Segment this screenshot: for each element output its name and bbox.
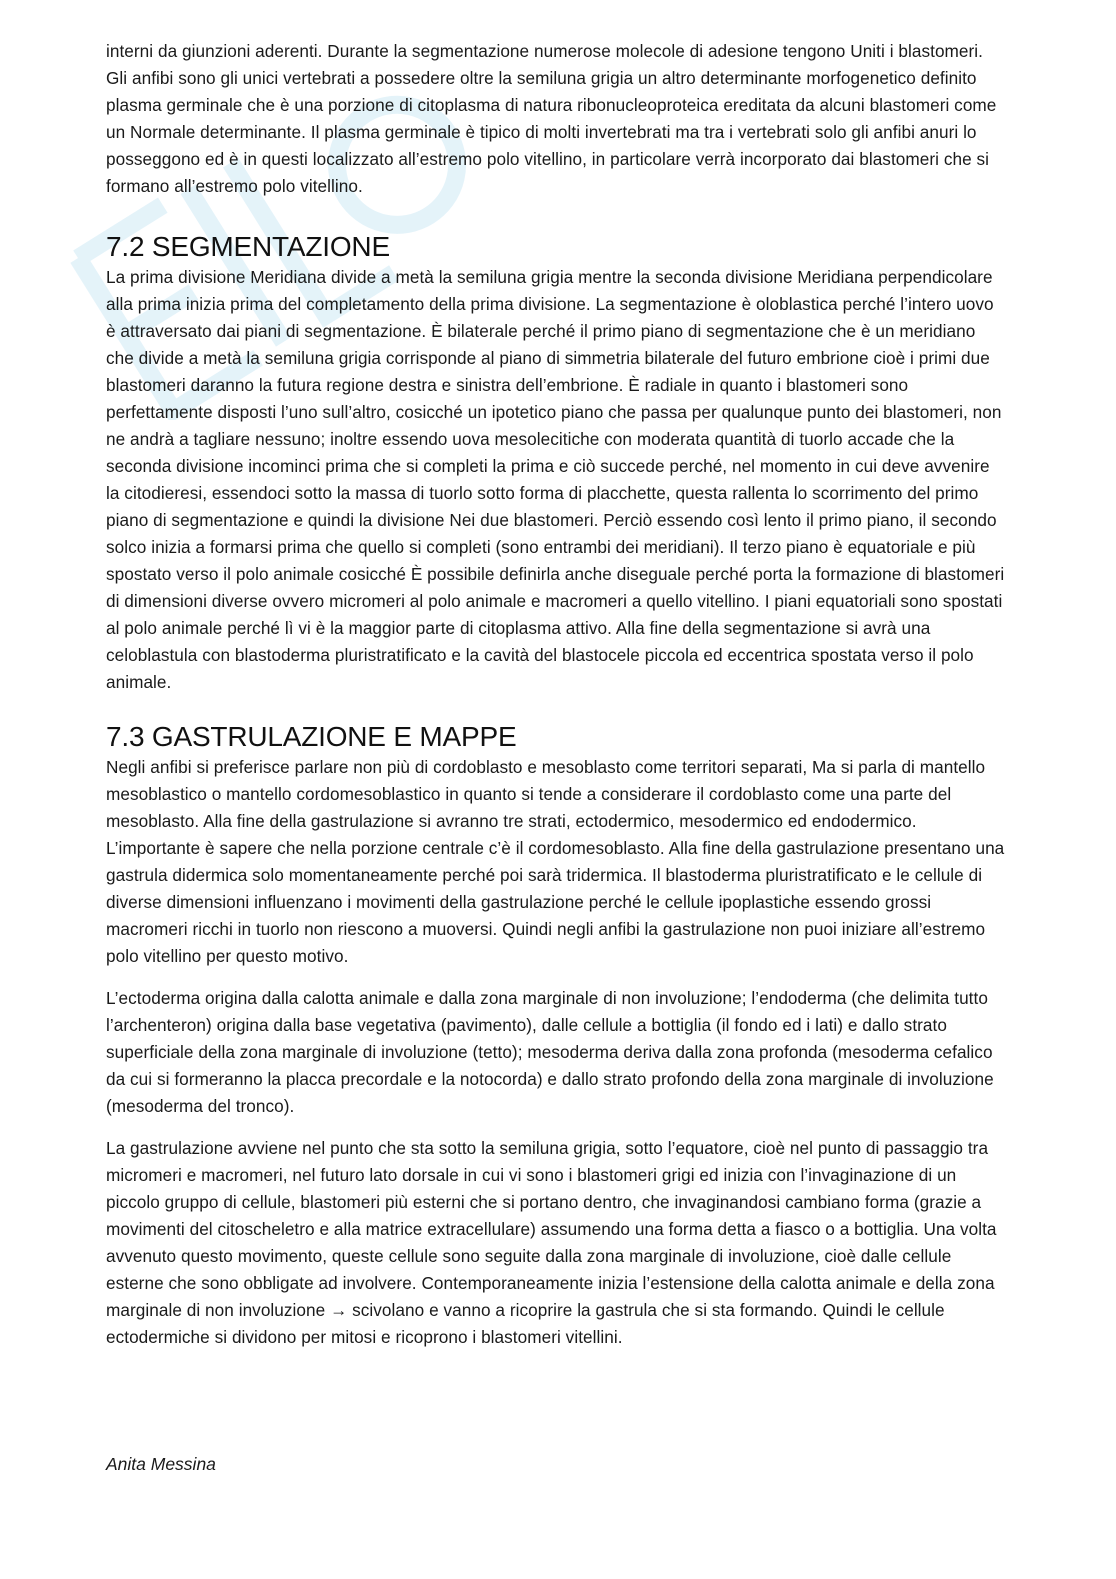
paragraph-gastrulazione-3: La gastrulazione avviene nel punto che sta sotto la semiluna grigia, sotto l’equatore, cioè nel punto di passaggio tra micromeri e macromeri, nel futuro lato dorsale in cui vi sono i blastomeri grigi ed inizia con l’invaginazione di un piccolo gruppo di cellule, blastomeri più esterni che si portano dentro, che invaginandosi cambiano forma (grazie a movimenti del citoscheletro e alla matrice extracellulare) assumendo una forma detta a fiasco o a bottiglia. Una volta avvenuto questo movimento, queste cellule sono seguite dalla zona marginale di involuzione, cioè dalle cellule esterne che sono obbligate ad involvere. Contemporaneamente inizia l’estensione della calotta animale e della zona marginale di non involuzione → scivolano e vanno a ricoprire la gastrula che si sta formando. Quindi le cellule ectodermiche si dividono per mitosi e ricoprono i blastomeri vitellini. [106,1138,997,1347]
paragraph-gastrulazione-2: L’ectoderma origina dalla calotta animale e dalla zona marginale di non involuzione; l’endoderma (che delimita tutto l’archenteron) origina dalla base vegetativa (pavimento), dalle cellule a bottiglia (il fondo ed i lati) e dallo strato superficiale della zona marginale di involuzione (tetto); mesoderma deriva dalla zona profonda (mesoderma cefalico da cui si formeranno la placca precordale e la notocorda) e dallo strato profondo della zona marginale di involuzione (mesoderma del tronco). [106,988,994,1116]
paragraph-segmentazione: La prima divisione Meridiana divide a metà la semiluna grigia mentre la seconda divisione Meridiana perpendicolare alla prima inizia prima del completamento della prima divisione. La segmentazione è oloblastica perché l’intero uovo è attraversato dai piani di segmentazione. È bilaterale perché il primo piano di segmentazione che è un meridiano che divide a metà la semiluna grigia corrisponde al piano di simmetria bilaterale del futuro embrione cioè i primi due blastomeri daranno la futura regione destra e sinistra dell’embrione. È radiale in quanto i blastomeri sono perfettamente disposti l’uno sull’altro, cosicché un ipotetico piano che passa per qualunque punto dei blastomeri, non ne andrà a tagliare nessuno; inoltre essendo uova mesolecitiche con moderata quantità di tuorlo accade che la seconda divisione incominci prima che si completi la prima e ciò succede perché, nel momento in cui deve avvenire la citodieresi, essendoci sotto la massa di tuorlo sotto forma di placchette, questa rallenta lo scorrimento del primo piano di segmentazione e quindi la divisione Nei due blastomeri. Perciò essendo così lento il primo piano, il secondo solco inizia a formarsi prima che quello si completi (sono entrambi dei meridiani). Il terzo piano è equatoriale e più spostato verso il polo animale cosicché È possibile definirla anche diseguale perché porta la formazione di blastomeri di dimensioni diverse ovvero micromeri al polo animale e macromeri a quello vitellino. I piani equatoriali sono spostati al polo animale perché lì vi è la maggior parte di citoplasma attivo. Alla fine della segmentazione si avrà una celoblastula con blastoderma pluristratificato e la cavità del blastocele piccola ed eccentrica spostata verso il polo animale. [106,267,1005,692]
document-page [106,38,1006,1351]
heading-segmentazione: 7.2 SEGMENTAZIONE [106,231,390,262]
heading-gastrulazione: 7.3 GASTRULAZIONE E MAPPE [106,721,517,752]
paragraph-intro: interni da giunzioni aderenti. Durante la segmentazione numerose molecole di adesione tengono Uniti i blastomeri. Gli anfibi sono gli unici vertebrati a possedere oltre la semiluna grigia un altro determinante morfogenetico definito plasma germinale che è una porzione di citoplasma di natura ribonucleoproteica ereditata da alcuni blastomeri come un Normale determinante. Il plasma germinale è tipico di molti invertebrati ma tra i vertebrati solo gli anfibi anuri lo posseggono ed è in questi localizzato all’estremo polo vitellino, in particolare verrà incorporato dai blastomeri che si formano all’estremo polo vitellino. [106,41,997,196]
paragraph-gastrulazione-1: Negli anfibi si preferisce parlare non più di cordoblasto e mesoblasto come territori separati, Ma si parla di mantello mesoblastico o mantello cordomesoblastico in quanto si tende a considerare il cordoblasto come una parte del mesoblasto. Alla fine della gastrulazione si avranno tre strati, ectodermico, mesodermico ed endodermico. L’importante è sapere che nella porzione centrale c’è il cordomesoblasto. Alla fine della gastrulazione presentano una gastrula didermica solo momentaneamente perché poi sarà tridermica. Il blastoderma pluristratificato e le cellule di diverse dimensioni influenzano i movimenti della gastrulazione perché le cellule ipoplastiche essendo grossi macromeri ricchi in tuorlo non riescono a muoversi. Quindi negli anfibi la gastrulazione non puoi iniziare all’estremo polo vitellino per questo motivo. [106,757,1005,966]
footer-author: Anita Messina [106,1454,216,1474]
